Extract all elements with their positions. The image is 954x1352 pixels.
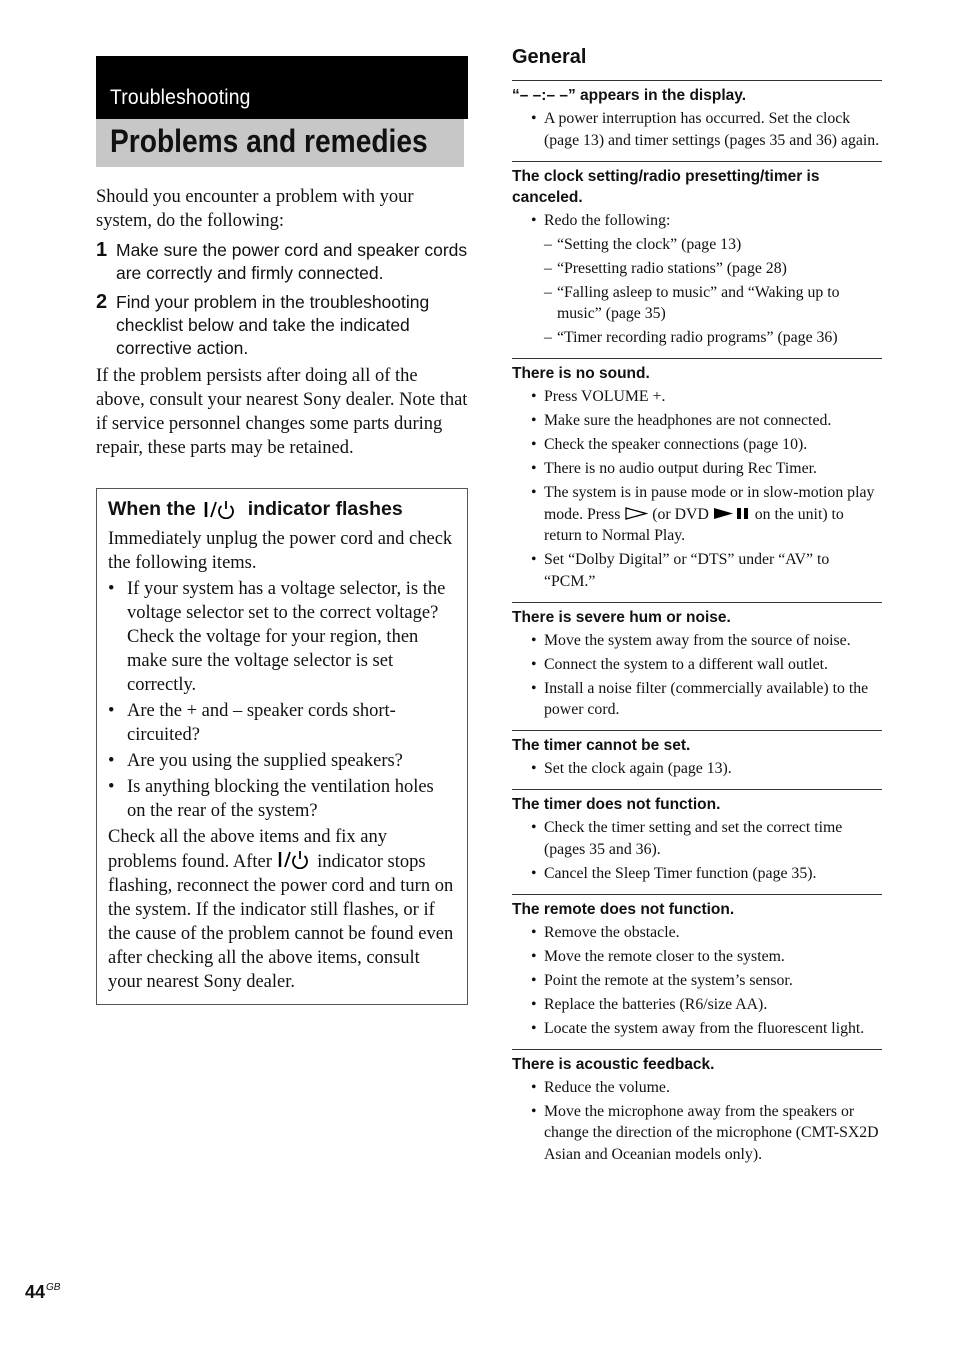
box-outro-pre: Check all the above items and fix any problems found. After (108, 827, 387, 872)
section-title: The clock setting/radio presetting/timer is canceled. (512, 167, 820, 206)
list-item: • If your system has a voltage selector, is the voltage selector set to the correct voltage? Check the voltage for your region, then make sure the voltage selector is set correctly. (108, 577, 456, 697)
list-item: • Locate the system away from the fluorescent light. (512, 1018, 882, 1040)
list-item: • Set “Dolby Digital” or “DTS” under “AV” to “PCM.” (512, 549, 882, 592)
list-item: • Check the speaker connections (page 10). (512, 434, 882, 456)
step-text: Make sure the power cord and speaker cords are correctly and firmly connected. (116, 240, 468, 283)
trouble-section (512, 1049, 882, 1175)
step-1 (96, 239, 468, 285)
remedy-list (512, 386, 882, 592)
step-2 (96, 291, 468, 360)
section-header (96, 56, 468, 119)
remedy-list (512, 817, 882, 884)
section-title: “– –:– –” appears in the display. (512, 87, 747, 104)
trouble-section (512, 80, 882, 161)
power-icon (277, 849, 313, 869)
remedy-list (512, 1077, 882, 1166)
list-item: • Make sure the headphones are not connected. (512, 410, 882, 432)
step-text: Find your problem in the troubleshooting checklist below and take the indicated corrective action. (116, 292, 430, 358)
trouble-section (512, 894, 882, 1049)
list-item: • Reduce the volume. (512, 1077, 882, 1099)
list-item: • Cancel the Sleep Timer function (page 35). (512, 863, 882, 885)
page-number-value: 44 (25, 1282, 46, 1302)
section-title: There is acoustic feedback. (512, 1055, 715, 1073)
section-title: The timer cannot be set. (512, 737, 691, 754)
box-title (108, 497, 456, 521)
box-outro-post: indicator stops flashing, reconnect the power cord and turn on the system. If the indicator still flashes, or if the cause of the problem cannot be found even after checking all the above items, consult your nearest Sony dealer. (108, 852, 454, 992)
box-intro: Immediately unplug the power cord and check the following items. (108, 529, 453, 573)
left-column (96, 56, 468, 1005)
general-heading: General (512, 46, 587, 68)
remedy-text: (or DVD (652, 505, 709, 523)
list-item: – “Setting the clock” (page 13) (512, 234, 882, 256)
indicator-flashes-box (96, 488, 468, 1005)
list-item: • Remove the obstacle. (512, 922, 882, 944)
trouble-section (512, 161, 882, 359)
section-title: There is severe hum or noise. (512, 608, 731, 626)
list-item: • A power interruption has occurred. Set the clock (page 13) and timer settings (pages 35 and 36) again. (512, 108, 882, 151)
remedy-list (512, 210, 882, 349)
box-title-pre: When the (108, 498, 196, 520)
remedy-list (512, 630, 882, 721)
list-item: • Connect the system to a different wall outlet. (512, 654, 882, 676)
box-list (108, 577, 456, 823)
trouble-section (512, 789, 882, 894)
page-number-suffix: GB (46, 1282, 61, 1293)
step-number: 1 (96, 239, 108, 261)
list-item: • Install a noise filter (commercially available) to the power cord. (512, 678, 882, 721)
section-title: There is no sound. (512, 365, 650, 382)
trouble-section (512, 358, 882, 602)
list-item: • Point the remote at the system’s sensor. (512, 970, 882, 992)
remedy-text: The system is in pause mode or in slow-motion play mode. Press (544, 484, 875, 523)
play-icon (624, 506, 648, 523)
list-item: • Is anything blocking the ventilation holes on the rear of the system? (108, 775, 456, 823)
intro-text: Should you encounter a problem with your system, do the following: (96, 187, 414, 231)
after-steps-text: If the problem persists after doing all of the above, consult your nearest Sony dealer. Note that if service personnel changes some parts during repair, these parts may be retained. (96, 366, 468, 458)
section-title: The remote does not function. (512, 900, 735, 918)
right-column (512, 44, 882, 1175)
title-bar (96, 119, 464, 167)
list-item: • Are the + and – speaker cords short-circuited? (108, 699, 456, 747)
list-item: • Move the microphone away from the speakers or change the direction of the microphone (CMT-SX2D Asian and Oceanian models only). (512, 1101, 882, 1166)
page-number (25, 1282, 60, 1303)
section-title: The timer does not function. (512, 796, 721, 813)
remedy-text: on the unit) to return to Normal Play. (544, 505, 844, 544)
list-item (512, 482, 882, 547)
list-item: • There is no audio output during Rec Timer. (512, 458, 882, 480)
list-item: • Move the remote closer to the system. (512, 946, 882, 968)
list-item: – “Presetting radio stations” (page 28) (512, 258, 882, 280)
list-item: – “Timer recording radio programs” (page 36) (512, 327, 882, 349)
remedy-list (512, 922, 882, 1040)
step-number: 2 (96, 291, 108, 313)
list-item: • Redo the following: (512, 210, 882, 232)
list-item: • Press VOLUME +. (512, 386, 882, 408)
list-item: – “Falling asleep to music” and “Waking up to music” (page 35) (512, 282, 882, 325)
play-pause-icon (713, 506, 751, 523)
list-item: • Replace the batteries (R6/size AA). (512, 994, 882, 1016)
list-item: • Move the system away from the source of noise. (512, 630, 882, 652)
power-icon (202, 499, 242, 519)
trouble-section (512, 730, 882, 789)
list-item: • Check the timer setting and set the correct time (pages 35 and 36). (512, 817, 882, 860)
page-title: Problems and remedies (110, 123, 428, 159)
section-label: Troubleshooting (110, 86, 251, 109)
remedy-list (512, 108, 882, 151)
troubleshooting-sections (512, 80, 882, 1175)
trouble-section (512, 602, 882, 731)
box-outro (108, 825, 456, 994)
box-title-post: indicator flashes (247, 498, 403, 520)
list-item: • Are you using the supplied speakers? (108, 749, 456, 773)
list-item: • Set the clock again (page 13). (512, 758, 882, 780)
remedy-list (512, 758, 882, 780)
